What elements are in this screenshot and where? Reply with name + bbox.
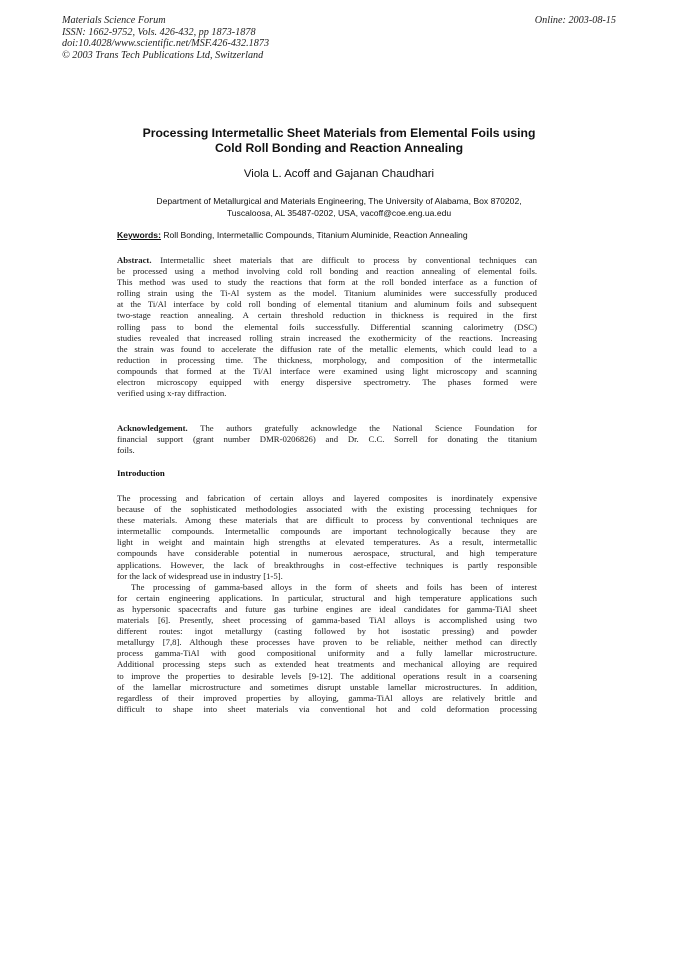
paper-title — [100, 126, 578, 156]
abstract-line: rolling strain using the Ti-Al system as the model. Titanium aluminides were successfully produced — [117, 288, 537, 299]
introduction-line: Additional processing steps such as extended heat treatments and mechanical alloying are required — [117, 659, 537, 670]
introduction-line: intermetallic compounds. Intermetallic compounds are important technologically because they are — [117, 526, 537, 537]
abstract-line: be processed using a method involving cold roll bonding and reaction annealing of elemental foils. — [117, 266, 537, 277]
abstract-line: This method was used to study the reactions that form at the roll bonded interface as a function of — [117, 277, 537, 288]
abstract-line: at the Ti/Al interface by cold roll bonding of elemental titanium and aluminum foils and subsequent — [117, 299, 537, 310]
introduction-line: difficult to shape into sheet materials via conventional hot and cold deformation processing — [117, 703, 537, 714]
introduction-line: for certain engineering applications. In particular, structural and high temperature applications such — [117, 592, 537, 603]
abstract-label: Abstract. — [117, 255, 152, 265]
introduction-line: applications. However, the lack of breakthroughs in cost-effective techniques is partly responsible — [117, 559, 537, 570]
doi-line: doi:10.4028/www.scientific.net/MSF.426-432.1873 — [62, 38, 270, 50]
introduction-heading: Introduction — [117, 468, 165, 478]
abstract-line: the strain was found to accelerate the diffusion rate of the metallic elements, which could lead to a — [117, 343, 537, 354]
introduction-line: different routes: ingot metallurgy (casting followed by hot isostatic pressing) and powder — [117, 626, 537, 637]
title-line-2: Cold Roll Bonding and Reaction Annealing — [214, 141, 464, 155]
keywords-label: Keywords: — [117, 230, 161, 240]
introduction-line: these materials. Among these materials that are difficult to process by conventional techniques are — [117, 515, 537, 526]
keywords-text: Roll Bonding, Intermetallic Compounds, Titanium Aluminide, Reaction Annealing — [160, 230, 468, 240]
title-line-1: Processing Intermetallic Sheet Materials from Elemental Foils using — [142, 126, 536, 140]
introduction-line: The processing and fabrication of certain alloys and layered composites is inordinately expensive — [117, 493, 537, 503]
affiliation-line-1: Department of Metallurgical and Materials Engineering, The University of Alabama, Box 870202, — [156, 196, 522, 206]
introduction-line: of the lamellar microstructure and sometimes disrupt unstable lamellar microstructures. In addition, — [117, 681, 537, 692]
author-list: Viola L. Acoff and Gajanan Chaudhari — [243, 168, 435, 180]
introduction-section — [117, 493, 537, 715]
acknowledgement-label: Acknowledgement. — [117, 423, 188, 433]
abstract-section — [117, 255, 537, 399]
abstract-line: reduction in processing time. The thickness, morphology, and composition of the intermetallic — [117, 354, 537, 365]
introduction-line: because of the sophisticated methodologies associated with the existing processing techniques for — [117, 504, 537, 515]
keywords — [117, 230, 468, 240]
acknowledgement-section — [117, 423, 537, 456]
abstract-line: studies revealed that increased rolling strain increased the exothermicity of the reactions. Increasing — [117, 332, 537, 343]
abstract-line: rolling pass to bond the elemental foils successfully. Differential scanning calorimetry (DSC) — [117, 321, 537, 332]
introduction-line: light in weight and maintain high strengths at elevated temperatures. As a result, intermetallic — [117, 537, 537, 548]
abstract-line: verified using x-ray diffraction. — [117, 388, 227, 399]
issn-line: ISSN: 1662-9752, Vols. 426-432, pp 1873-1878 — [62, 26, 256, 38]
journal-name: Materials Science Forum — [62, 15, 166, 26]
introduction-line: metallurgy [7,8]. Although these processes have proven to be reliable, neither method can directly — [117, 637, 537, 648]
online-date: Online: 2003-08-15 — [534, 15, 616, 26]
introduction-line: The processing of gamma-based alloys in the form of sheets and foils has been of interest — [131, 581, 537, 592]
introduction-line: to improve the properties to desirable levels [9-12]. The additional operations result in a coarsening — [117, 670, 537, 681]
author-affiliation — [100, 195, 578, 219]
introduction-line: as hypersonic spacecrafts and future gas turbine engines are ideal candidates for gamma-TiAl sheet — [117, 603, 537, 614]
abstract-line: Abstract. Intermetallic sheet materials that are difficult to process by conventional techniques can — [117, 255, 537, 265]
acknowledgement-line: foils. — [117, 445, 135, 456]
introduction-line: for the lack of widespread use in industry [1-5]. — [117, 570, 283, 581]
introduction-line: materials [6]. Presently, sheet processing of gamma-based TiAl alloys is accomplished using two — [117, 615, 537, 626]
introduction-line: compounds have considerable potential in numerous aerospace, structural, and high temperature — [117, 548, 537, 559]
abstract-line: electron microscopy equipped with energy dispersive spectrometry. The phases formed were — [117, 377, 537, 388]
introduction-line: regardless of their improved properties by alloying, gamma-TiAl alloys are relatively brittle and — [117, 692, 537, 703]
acknowledgement-line: financial support (grant number DMR-0206826) and Dr. C.C. Sorrell for donating the titanium — [117, 434, 537, 445]
acknowledgement-line: Acknowledgement. The authors gratefully acknowledge the National Science Foundation for — [117, 423, 537, 433]
introduction-line: process gamma-TiAl with good compositional uniformity and a fully lamellar microstructure. — [117, 648, 537, 659]
abstract-line: two-stage reaction annealing. A certain threshold reduction in thickness is required in the first — [117, 310, 537, 321]
affiliation-line-2: Tuscaloosa, AL 35487-0202, USA, vacoff@coe.eng.ua.edu — [226, 208, 452, 218]
publication-header — [62, 15, 269, 61]
copyright-line: © 2003 Trans Tech Publications Ltd, Switzerland — [62, 49, 264, 61]
abstract-line: compounds that formed at the Ti/Al interface were examined using light microscopy and scanning — [117, 365, 537, 376]
